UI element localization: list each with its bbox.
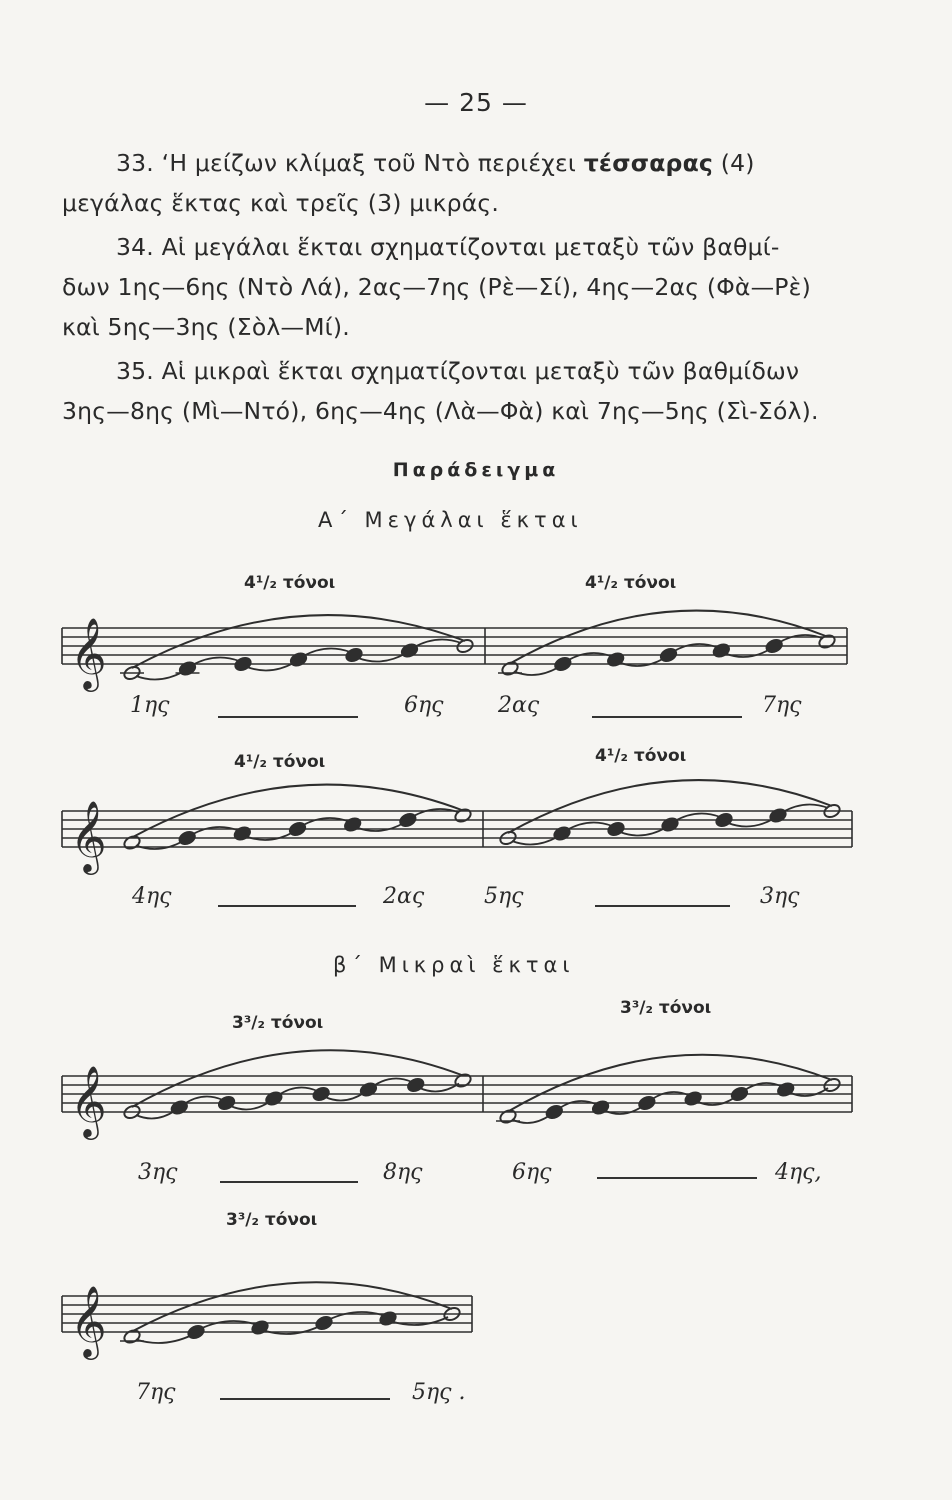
interval-dash-line (595, 905, 730, 907)
step-slur (136, 1335, 192, 1343)
step-slur (558, 1101, 596, 1109)
filled-note (233, 825, 252, 842)
filled-note (314, 1315, 333, 1332)
degree-label-to: 6ης (404, 693, 444, 718)
degree-label-to: 4ης, (775, 1160, 822, 1185)
degree-label-to: 8ης (383, 1160, 423, 1185)
degree-label-from: 7ης (136, 1380, 176, 1405)
degree-label-to: 2ας (383, 884, 425, 909)
interval-dash-line (218, 905, 356, 907)
step-slur (778, 635, 823, 643)
filled-note (660, 816, 679, 833)
filled-note (714, 812, 733, 829)
whole-note (500, 660, 519, 677)
interval-dash-line (218, 716, 358, 718)
degree-label-from: 6ης (512, 1160, 552, 1185)
filled-note (768, 807, 787, 824)
filled-note (406, 1077, 425, 1094)
step-slur (264, 1326, 320, 1334)
step-slur (136, 841, 183, 849)
step-slur (790, 1088, 828, 1096)
filled-note (312, 1086, 331, 1103)
degree-label-to: 3ης (760, 884, 800, 909)
filled-note (343, 816, 362, 833)
filled-note (359, 1081, 378, 1098)
interval-dash-line (597, 1177, 757, 1179)
step-slur (200, 1321, 256, 1329)
filled-note (552, 825, 571, 842)
step-slur (567, 653, 612, 661)
paragraph-35-line-1: 35. Αἱ μικραὶ ἕκται σχηματίζονται μεταξὺ τῶν βαθμίδων (116, 357, 800, 385)
filled-note (186, 1324, 205, 1341)
filled-note (264, 1090, 283, 1107)
filled-note (712, 642, 731, 659)
filled-note (659, 647, 678, 664)
step-slur (512, 1115, 550, 1123)
filled-note (178, 830, 197, 847)
filled-note (730, 1086, 749, 1103)
interval-dash-line (220, 1398, 390, 1400)
step-slur (651, 1092, 689, 1100)
example-heading: Παράδειγμα (392, 459, 560, 481)
filled-note (606, 651, 625, 668)
paragraph-33-line-1 (116, 148, 755, 178)
paragraph-33-text-a: 33. ‘Η μείζων κλίμαξ τοῦ Ντὸ περιέχει (116, 149, 584, 177)
paragraph-33-text-c: (4) (713, 149, 755, 177)
interval-tones-label: 3³/₂ τόνοι (232, 1013, 324, 1033)
filled-note (553, 656, 572, 673)
music-staff-system-1 (62, 616, 847, 710)
step-slur (697, 1097, 735, 1105)
degree-label-to: 7ης (762, 693, 802, 718)
filled-note (378, 1310, 397, 1327)
whole-note (453, 1072, 472, 1089)
paragraph-34-line-3: καὶ 5ης—3ης (Σὸλ—Μί). (62, 313, 350, 341)
filled-note (344, 647, 363, 664)
filled-note (398, 812, 417, 829)
whole-note (817, 633, 836, 650)
treble-clef: 𝄞 (70, 1284, 107, 1357)
interval-tones-label: 4¹/₂ τόνοι (595, 746, 687, 766)
treble-clef: 𝄞 (70, 616, 107, 689)
interval-dash-line (220, 1181, 358, 1183)
step-slur (246, 832, 293, 840)
whole-note (498, 1108, 517, 1125)
degree-label-from: 2ας (498, 693, 540, 718)
interval-tones-label: 4¹/₂ τόνοι (585, 573, 677, 593)
music-staff-system-3 (62, 1064, 852, 1163)
interval-tones-label: 4¹/₂ τόνοι (234, 752, 326, 772)
music-staff-system-4 (62, 1284, 472, 1383)
degree-label-from: 1ης (130, 693, 170, 718)
filled-note (765, 638, 784, 655)
filled-note (217, 1095, 236, 1112)
filled-note (288, 821, 307, 838)
step-slur (357, 823, 404, 831)
treble-clef: 𝄞 (70, 1064, 107, 1137)
filled-note (400, 642, 419, 659)
paragraph-33-emphasis: τέσσαρας (583, 149, 714, 177)
filled-note (606, 821, 625, 838)
degree-label-from: 4ης (132, 884, 172, 909)
degree-label-from: 3ης (138, 1160, 178, 1185)
section-b-title: β΄ Μικραὶ ἕκται (333, 953, 575, 977)
page-number: — 25 — (424, 88, 528, 117)
filled-note (684, 1090, 703, 1107)
step-slur (620, 658, 665, 666)
interval-tones-label: 3³/₂ τόνοι (226, 1210, 318, 1230)
interval-tones-label: 3³/₂ τόνοι (620, 998, 712, 1018)
filled-note (637, 1095, 656, 1112)
filled-note (233, 656, 252, 673)
paragraph-34-line-1: 34. Αἱ μεγάλαι ἕκται σχηματίζονται μεταξὺ τῶν βαθμί- (116, 233, 780, 261)
step-slur (725, 649, 770, 657)
degree-label-to: 5ης . (412, 1380, 466, 1405)
whole-note (122, 834, 141, 851)
filled-note (289, 651, 308, 668)
step-slur (191, 827, 238, 835)
whole-note (122, 1328, 141, 1345)
whole-note (453, 807, 472, 824)
paragraph-34-line-2: δων 1ης—6ης (Ντὸ Λά), 2ας—7ης (Ρὲ—Σί), 4ης—2ας (Φὰ—Ρὲ) (62, 273, 811, 301)
step-slur (392, 1317, 448, 1325)
step-slur (673, 644, 718, 652)
paragraph-33-line-2: μεγάλας ἕκτας καὶ τρεῖς (3) μικράς. (62, 189, 500, 217)
step-slur (605, 1106, 643, 1114)
interval-dash-line (592, 716, 742, 718)
step-slur (328, 1312, 384, 1320)
step-slur (412, 809, 459, 817)
filled-note (170, 1099, 189, 1116)
filled-note (591, 1099, 610, 1116)
filled-note (250, 1319, 269, 1336)
filled-note (545, 1104, 564, 1121)
section-a-title: Α΄ Μεγάλαι ἕκται (318, 508, 583, 532)
step-slur (514, 667, 559, 675)
paragraph-35-line-2: 3ης—8ης (Μὶ—Ντό), 6ης—4ης (Λὰ—Φὰ) καὶ 7ης—5ης (Σὶ-Σόλ). (62, 397, 819, 425)
interval-tones-label: 4¹/₂ τόνοι (244, 573, 336, 593)
interval-arc (132, 1050, 463, 1107)
step-slur (302, 818, 349, 826)
filled-note (178, 660, 197, 677)
music-staff-system-2 (62, 799, 852, 893)
filled-note (776, 1081, 795, 1098)
degree-label-from: 5ης (484, 884, 524, 909)
treble-clef: 𝄞 (70, 799, 107, 872)
step-slur (743, 1083, 781, 1091)
